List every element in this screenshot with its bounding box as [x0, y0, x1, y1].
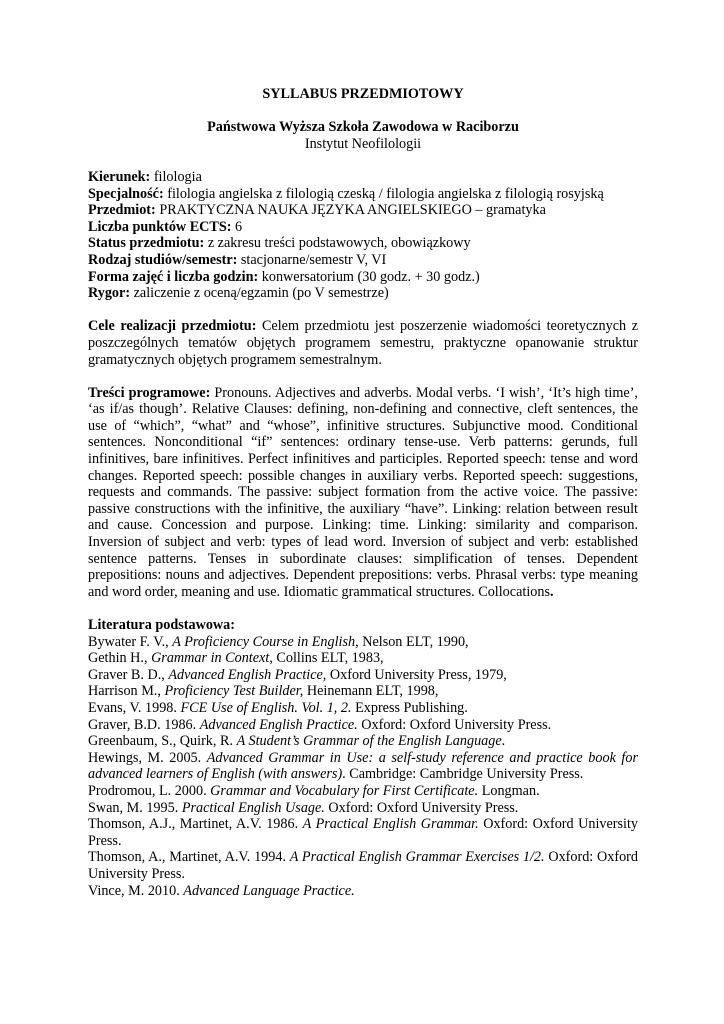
field-kierunek [88, 169, 638, 186]
literature-item: Hewings, M. 2005. Advanced Grammar in Use: a self-study reference and practice book for advanced learners of English (with answers). Cambridge: Cambridge University Press. [88, 749, 638, 783]
field-label: Rygor: [88, 285, 131, 302]
goals-paragraph [88, 318, 638, 368]
field-ects [88, 219, 638, 236]
literature-section [88, 617, 638, 899]
field-value: stacjonarne/semestr V, VI [237, 251, 387, 268]
goals-text: Celem przedmiotu jest poszerzenie wiadomości teoretycznych z poszczególnych tematów objętych programem semestru, praktyczne opanowanie struktur gramatycznych objętych programem semestralnym. [88, 318, 638, 368]
literature-header: Literatura podstawowa: [88, 617, 235, 633]
literature-item: Thomson, A.J., Martinet, A.V. 1986. A Practical English Grammar. Oxford: Oxford University Press. [88, 816, 639, 849]
field-value: zaliczenie z oceną/egzamin (po V semestrze) [130, 285, 389, 302]
literature-list [88, 634, 638, 900]
institute-name: Instytut Neofilologii [304, 135, 422, 152]
literature-item: Harrison M., Proficiency Test Builder, Heinemann ELT, 1998, [88, 683, 439, 700]
field-label: Kierunek: [88, 168, 151, 185]
literature-item: Thomson, A., Martinet, A.V. 1994. A Practical English Grammar Exercises 1/2. Oxford: Oxford University Press. [88, 849, 638, 882]
document-title: SYLLABUS PRZEDMIOTOWY [262, 86, 464, 102]
content-end: . [549, 583, 554, 600]
field-value: PRAKTYCZNA NAUKA JĘZYKA ANGIELSKIEGO – gramatyka [155, 202, 546, 219]
field-label: Specjalność: [88, 185, 164, 202]
literature-item: Vince, M. 2010. Advanced Language Practice. [88, 882, 355, 899]
field-forma-zajec [88, 269, 638, 286]
field-specjalnosc [88, 186, 638, 203]
field-rodzaj-studiow [88, 252, 638, 269]
field-value: 6 [231, 218, 243, 235]
literature-item: Swan, M. 1995. Practical English Usage. Oxford: Oxford University Press. [88, 799, 519, 816]
literature-item: Graver, B.D. 1986. Advanced English Practice. Oxford: Oxford University Press. [88, 716, 552, 733]
field-value: z zakresu treści podstawowych, obowiązkowy [204, 235, 471, 252]
field-label: Przedmiot: [88, 202, 156, 219]
field-przedmiot [88, 202, 638, 219]
goals-label: Cele realizacji przedmiotu: [88, 318, 257, 335]
field-value: filologia angielska z filologią czeską / filologia angielska z filologią rosyjską [163, 185, 604, 202]
content-section [88, 385, 638, 601]
field-status [88, 235, 638, 252]
field-label: Liczba punktów ECTS: [88, 218, 232, 235]
field-value: konwersatorium (30 godz. + 30 godz.) [258, 268, 480, 285]
content-paragraph [88, 385, 638, 601]
literature-item: Bywater F. V., A Proficiency Course in English, Nelson ELT, 1990, [88, 633, 469, 650]
literature-item: Gethin H., Grammar in Context, Collins ELT, 1983, [88, 650, 384, 667]
goals-section [88, 318, 638, 368]
school-name: Państwowa Wyższa Szkoła Zawodowa w Raciborzu [207, 119, 519, 136]
field-rygor [88, 285, 638, 302]
literature-item: Prodromou, L. 2000. Grammar and Vocabulary for First Certificate. Longman. [88, 782, 540, 799]
field-label: Forma zajęć i liczba godzin: [88, 268, 259, 285]
field-value: filologia [150, 168, 202, 185]
literature-item: Graver B. D., Advanced English Practice, Oxford University Press, 1979, [88, 666, 507, 683]
literature-item: Evans, V. 1998. FCE Use of English. Vol. 1, 2. Express Publishing. [88, 699, 468, 716]
content-label: Treści programowe: [88, 384, 211, 401]
syllabus-page [88, 86, 638, 899]
course-fields [88, 169, 638, 302]
field-label: Status przedmiotu: [88, 235, 205, 252]
content-text: Pronouns. Adjectives and adverbs. Modal verbs. ‘I wish’, ‘It’s high time’, ‘as if/as though’. Relative Clauses: defining, non-defining and connective, cleft sentences, the use of “which”, “what” and “whose”, infinitive structures. Subjunctive mood. Conditional sentences. Nonconditional “if” sentences: ordinary tense-use. Verb patterns: gerunds, full infinitives, bare infinitives. Perfect infinitives and participles. Reported speech: tense and word changes. Reported speech: possible changes in auxiliary verbs. Reported speech: suggestions, requests and commands. The passive: subject formation from the active voice. The passive: passive constructions with the infinitive, the auxiliary “have”. Linking: relation between result and cause. Concession and purpose. Linking: time. Linking: similarity and comparison. Inversion of subject and verb: types of lead word. Inversion of subject and verb: established sentence patterns. Tenses in subordinate clauses: simplification of tenses. Dependent prepositions: nouns and adjectives. Dependent prepositions: verbs. Phrasal verbs: type meaning and word order, meaning and use. Idiomatic grammatical structures. Collocations [88, 384, 638, 600]
literature-item: Greenbaum, S., Quirk, R. A Student’s Grammar of the English Language. [88, 733, 506, 750]
field-label: Rodzaj studiów/semestr: [88, 251, 238, 268]
